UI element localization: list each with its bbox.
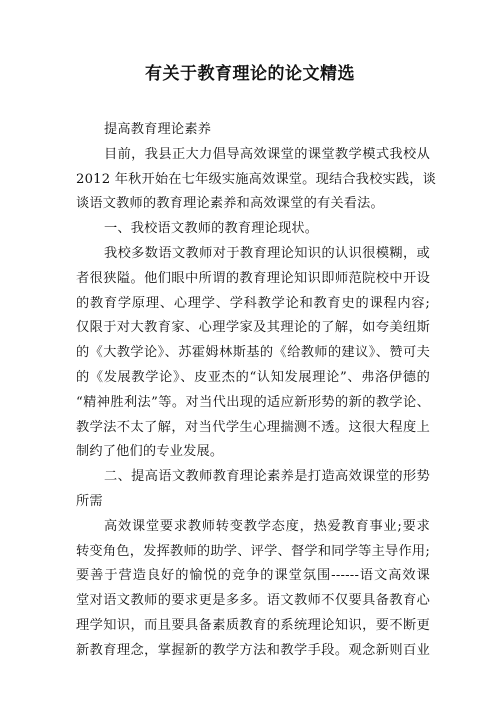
- text-line: 高效课堂要求教师转变教学态度，热爱教育事业;要求: [104, 518, 430, 534]
- text-line: 2012 年秋开始在七年级实施高效课堂。现结合我校实践，谈: [76, 171, 437, 187]
- text-line: 的《发展教学论》、皮亚杰的“认知发展理论”、弗洛伊德的: [76, 369, 430, 385]
- text-line: 仅限于对大教育家、心理学家及其理论的了解，如夸美纽斯: [76, 320, 430, 336]
- text-line: 要善于营造良好的愉悦的竞争的课堂氛围------语文高效课: [76, 568, 430, 584]
- text-line: 的《大教学论》、苏霍姆林斯基的《给教师的建议》、赞可夫: [76, 345, 430, 361]
- text-line: 谈语文教师的教育理论素养和高效课堂的有关看法。: [76, 196, 384, 212]
- text-line: 理学知识，而且要具备素质教育的系统理论知识，要不断更: [76, 617, 430, 633]
- text-line: 者很狭隘。他们眼中所谓的教育理论知识即师范院校中开设: [76, 270, 430, 286]
- text-line: 提高教育理论素养: [104, 122, 212, 137]
- text-line: 转变角色，发挥教师的助学、评学、督学和同学等主导作用;: [76, 543, 430, 559]
- text-line: 的教育学原理、心理学、学科教学论和教育史的课程内容;: [76, 295, 430, 311]
- text-line: 所需: [76, 493, 103, 509]
- text-line: “精神胜利法”等。对当代出现的适应新形势的新的教学论、: [76, 394, 430, 410]
- text-line: 一、我校语文教师的教育理论现状。: [104, 221, 319, 237]
- document-title: 有关于教育理论的论文精选: [145, 64, 355, 84]
- text-line: 二、提高语文教师教育理论素养是打造高效课堂的形势: [104, 469, 430, 485]
- text-line: 教学法不太了解，对当代学生心理揣测不透。这很大程度上: [76, 419, 430, 435]
- text-line: 制约了他们的专业发展。: [76, 444, 224, 460]
- text-line: 堂对语文教师的要求更是多多。语文教师不仅要具备教育心: [76, 593, 430, 609]
- text-line: 目前，我县正大力倡导高效课堂的课堂教学模式我校从: [104, 146, 430, 162]
- document-body: [76, 118, 437, 664]
- text-line: 新教育理念，掌握新的教学方法和教学手段。观念新则百业: [76, 642, 430, 658]
- text-line: 我校多数语文教师对于教育理论知识的认识很模糊，或: [104, 245, 430, 261]
